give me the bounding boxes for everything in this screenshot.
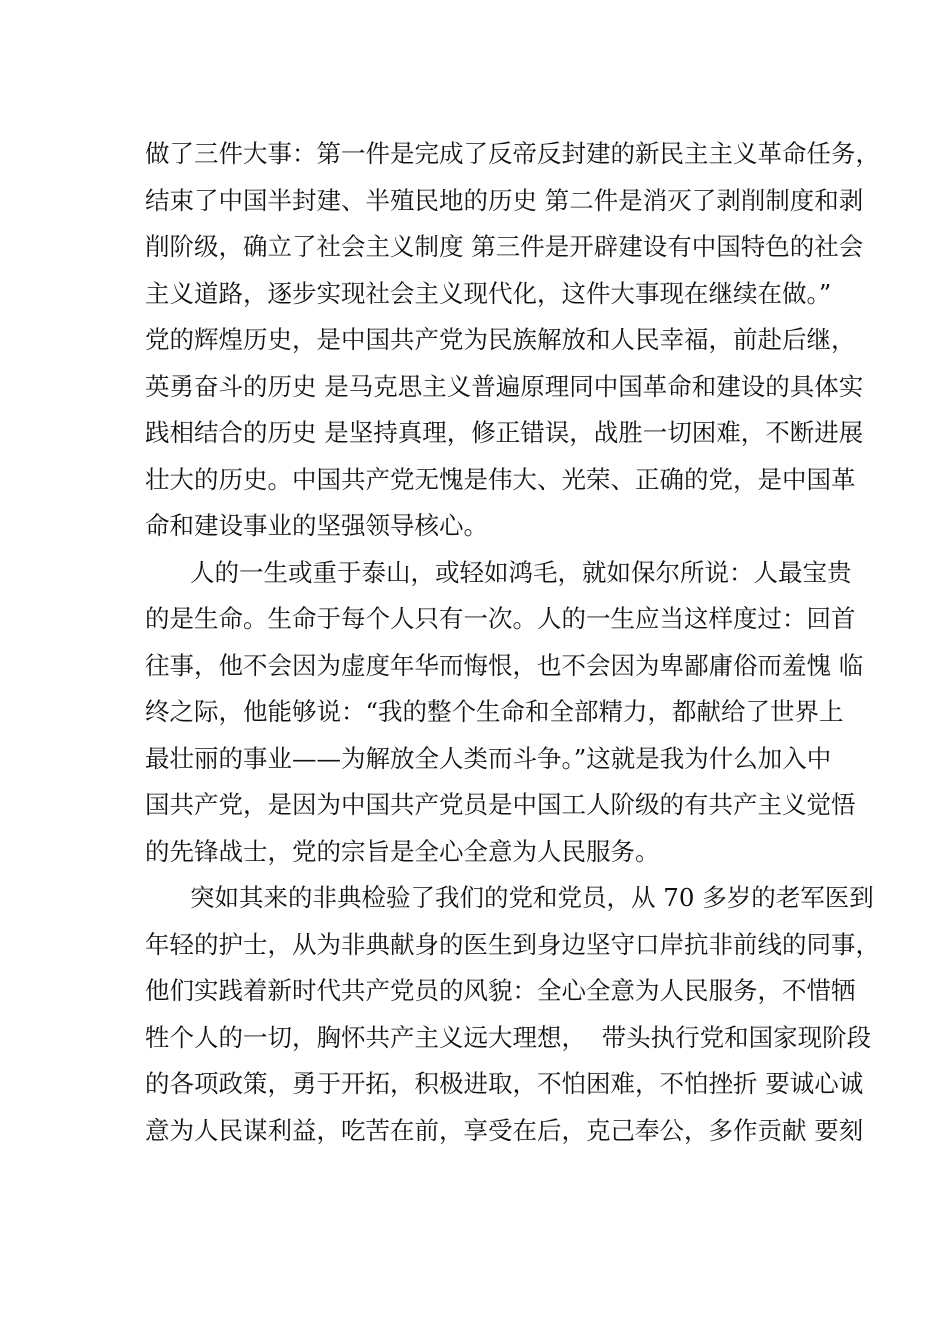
text-line: 削阶级，确立了社会主义制度 第三件是开辟建设有中国特色的社会 xyxy=(145,232,864,261)
text-line: 英勇奋斗的历史 是马克思主义普遍原理同中国革命和建设的具体实 xyxy=(145,371,864,401)
text-line: 最壮丽的事业——为解放全人类而斗争。”这就是我为什么加入中 xyxy=(145,743,832,773)
text-line: 结束了中国半封建、半殖民地的历史 第二件是消灭了剥削制度和剥 xyxy=(145,185,864,215)
document-body xyxy=(145,131,880,1154)
text-line: 意为人民谋利益，吃苦在前，享受在后，克己奉公，多作贡献 要刻 xyxy=(145,1115,864,1145)
text-line: 他们实践着新时代共产党员的风貌：全心全意为人民服务，不惜牺 xyxy=(145,976,856,1005)
text-line: 党的辉煌历史，是中国共产党为民族解放和人民幸福，前赴后继， xyxy=(145,325,856,354)
text-line: 主义道路，逐步实现社会主义现代化，这件大事现在继续在做。” xyxy=(145,278,832,308)
text-line: 终之际，他能够说：“我的整个生命和全部精力，都献给了世界上 xyxy=(145,697,844,726)
text-line: 践相结合的历史 是坚持真理，修正错误，战胜一切困难，不断进展 xyxy=(145,418,864,447)
text-line: 国共产党，是因为中国共产党员是中国工人阶级的有共产主义觉悟 xyxy=(145,790,856,819)
text-line: 做了三件大事：第一件是完成了反帝反封建的新民主主义革命任务， xyxy=(145,139,880,168)
text-line: 的先锋战士，党的宗旨是全心全意为人民服务。 xyxy=(145,836,660,866)
text-line: 命和建设事业的坚强领导核心。 xyxy=(145,511,488,540)
text-line: 年轻的护士，从为非典献身的医生到身边坚守口岸抗非前线的同事， xyxy=(145,929,880,959)
text-line: 往事，他不会因为虚度年华而悔恨，也不会因为卑鄙庸俗而羞愧 临 xyxy=(145,650,864,680)
text-line: 壮大的历史。中国共产党无愧是伟大、光荣、正确的党，是中国革 xyxy=(145,464,856,494)
text-line: 的各项政策，勇于开拓，积极进取，不怕困难，不怕挫折 要诚心诚 xyxy=(145,1069,864,1098)
text-line: 人的一生或重于泰山，或轻如鸿毛，就如保尔所说：人最宝贵 xyxy=(190,557,852,587)
text-line: 牲个人的一切，胸怀共产主义远大理想， 带头执行党和国家现阶段 xyxy=(145,1022,872,1052)
text-line: 的是生命。生命于每个人只有一次。人的一生应当这样度过：回首 xyxy=(145,604,856,633)
text-line: 突如其来的非典检验了我们的党和党员，从 70 多岁的老军医到 xyxy=(190,883,874,912)
